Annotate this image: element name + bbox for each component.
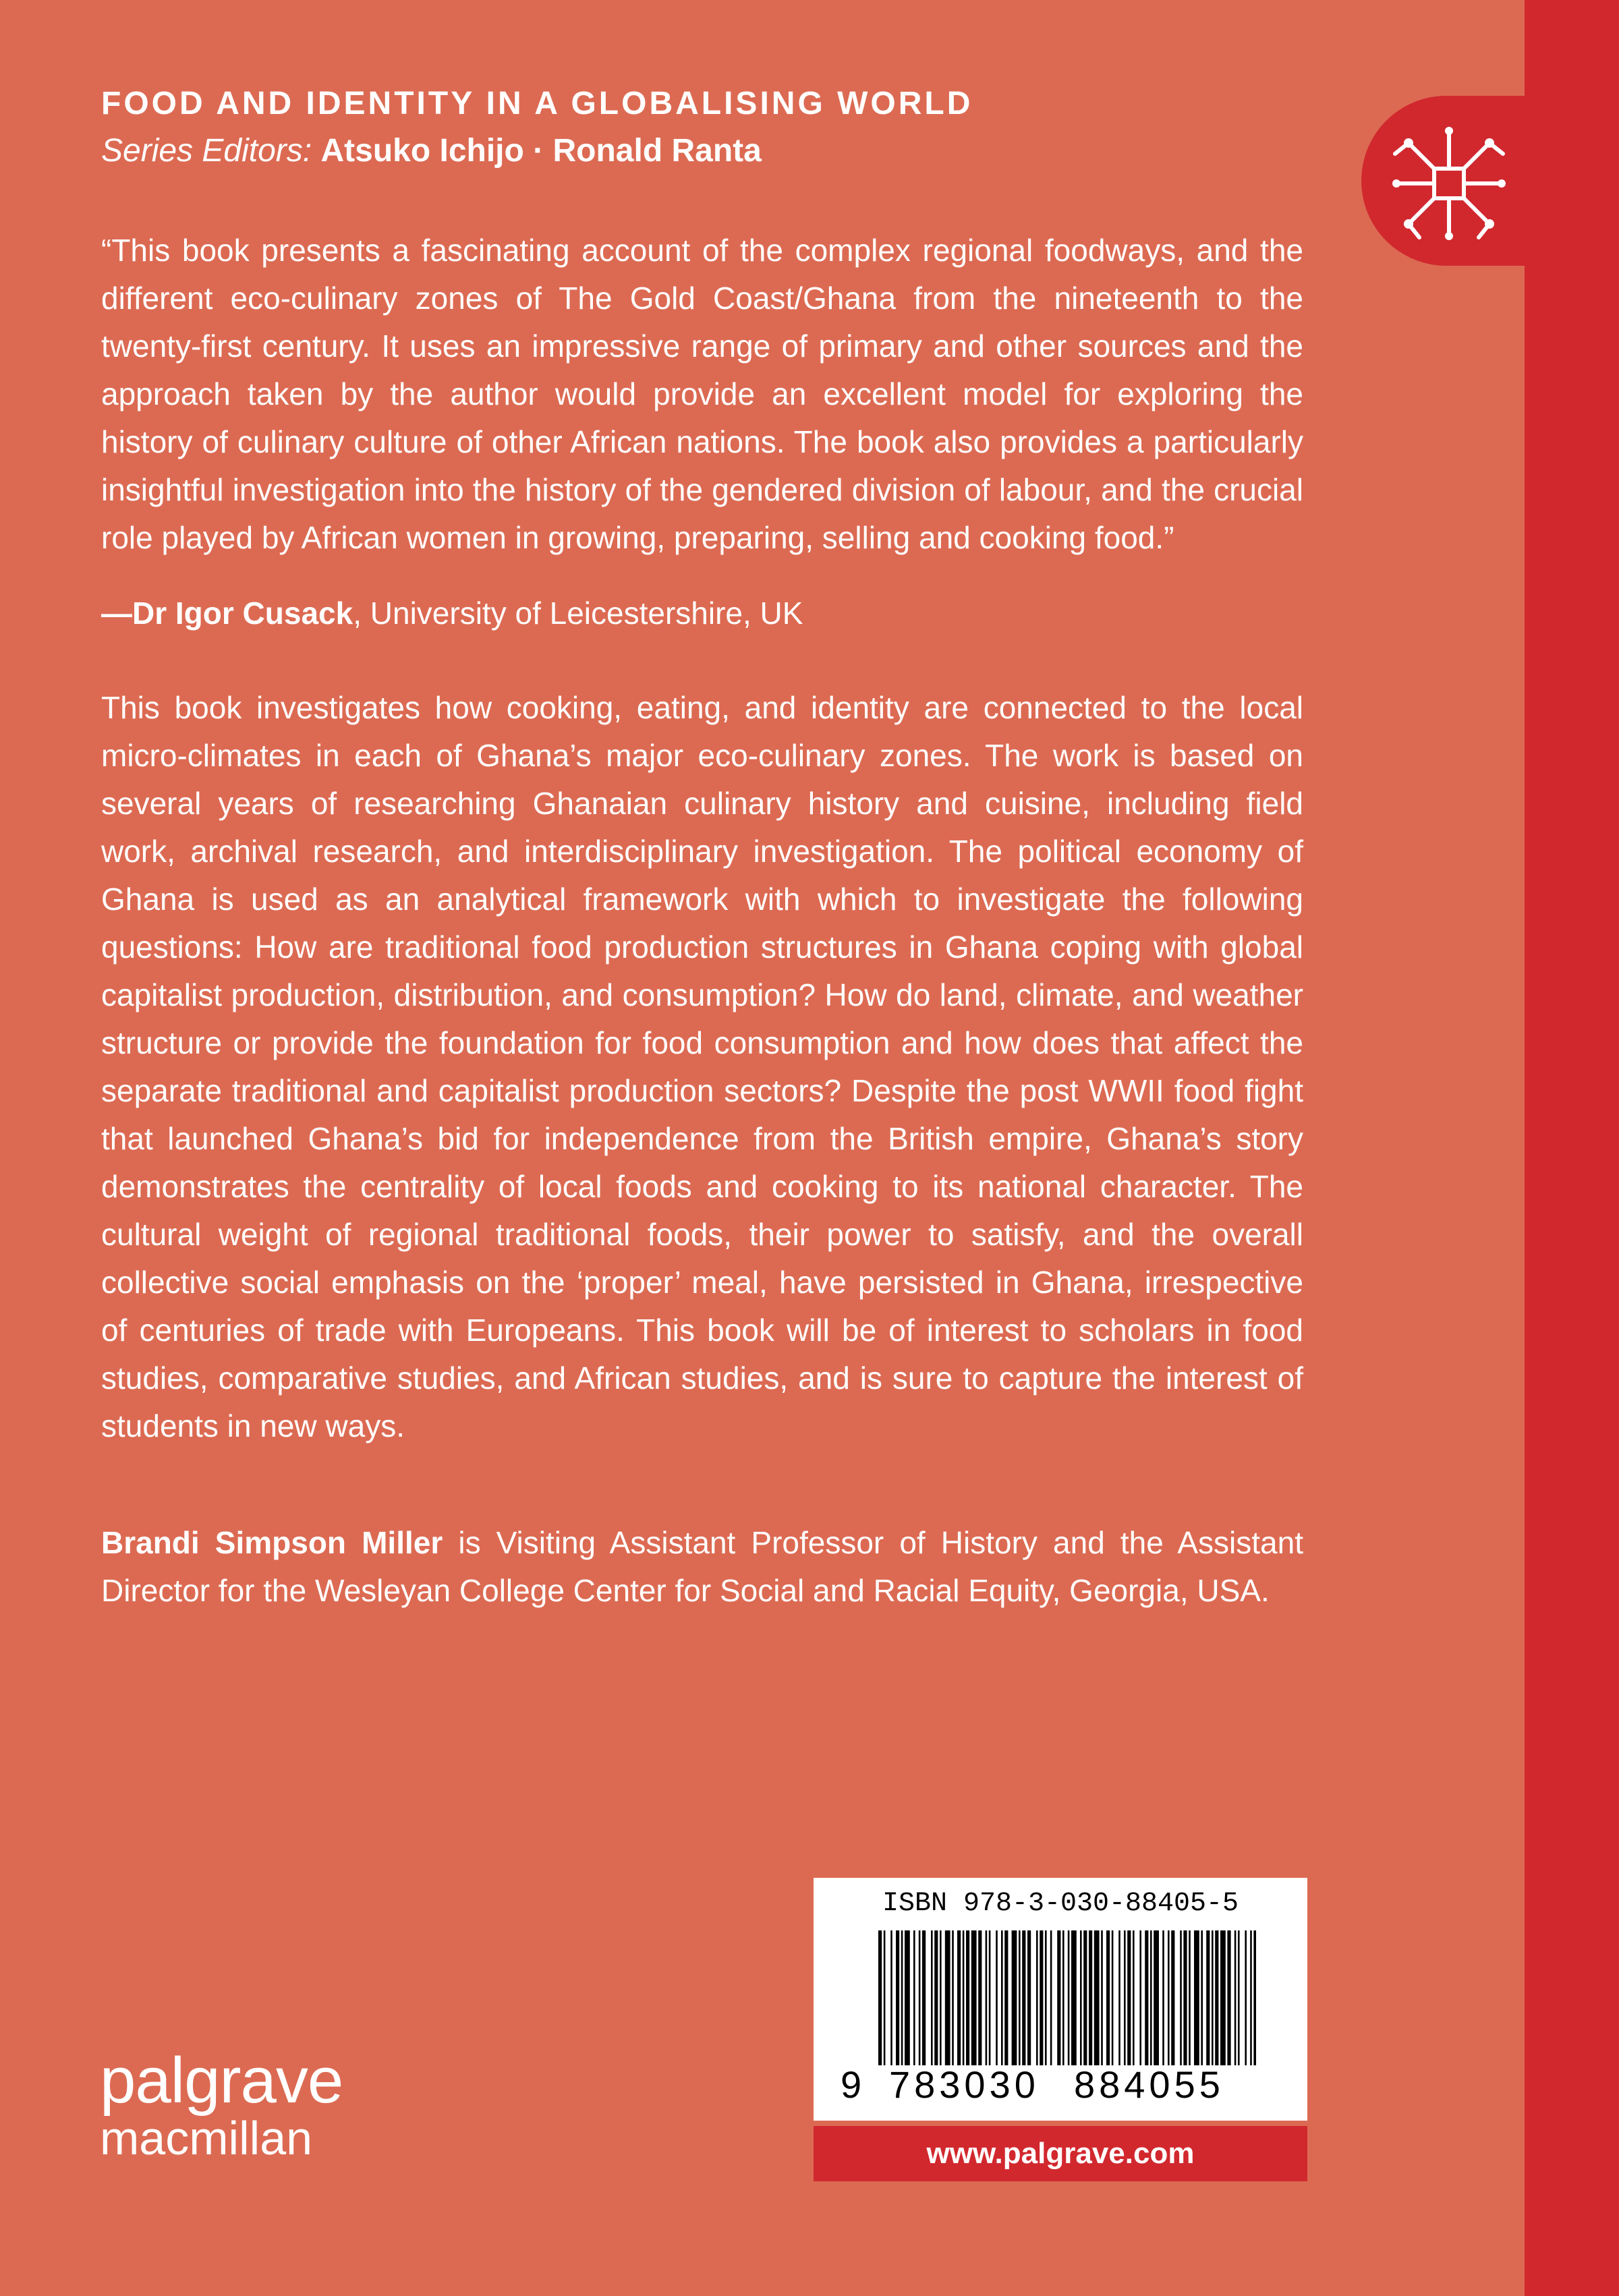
barcode-bar xyxy=(878,1930,882,2065)
barcode-bar xyxy=(1150,1930,1152,2065)
barcode-digits-left: 783030 xyxy=(889,2063,1040,2106)
barcode-box xyxy=(814,1878,1307,2121)
barcode-bar xyxy=(996,1930,998,2065)
barcode-bar xyxy=(971,1930,977,2065)
series-title: FOOD AND IDENTITY IN A GLOBALISING WORLD xyxy=(101,86,973,121)
barcode-bar xyxy=(1040,1930,1043,2065)
barcode-bar xyxy=(1189,1930,1191,2065)
barcode-digits-right: 884055 xyxy=(1074,2063,1224,2106)
barcode-bar xyxy=(1004,1930,1008,2065)
author-bio xyxy=(101,1519,1303,1615)
barcode-bar xyxy=(945,1930,950,2065)
barcode-bar xyxy=(1089,1930,1092,2065)
barcode-bar xyxy=(1080,1930,1082,2065)
barcode-bar xyxy=(1112,1930,1114,2065)
barcode-bar xyxy=(986,1930,988,2065)
barcode-bar xyxy=(1001,1930,1003,2065)
barcode-bar xyxy=(940,1930,942,2065)
barcode-bar xyxy=(1022,1930,1025,2065)
publisher-line1: palgrave xyxy=(100,2044,343,2117)
barcode-bar xyxy=(1220,1930,1226,2065)
barcode-bar xyxy=(952,1930,954,2065)
barcode-bar xyxy=(1101,1930,1103,2065)
barcode-bar xyxy=(1057,1930,1060,2065)
barcode-bar xyxy=(1168,1930,1170,2065)
barcode-bar xyxy=(931,1930,933,2065)
author-bio-text: is Visiting Assistant Professor of History and the Assistant Director for the Wesleyan College Center for Social and Racial Equity, Georgia, USA. xyxy=(101,1525,1303,1608)
barcode-icon xyxy=(878,1930,1256,2065)
barcode-bar xyxy=(1027,1930,1031,2065)
barcode-bar xyxy=(1071,1930,1077,2065)
barcode-bar xyxy=(1154,1930,1159,2065)
barcode-bar xyxy=(905,1930,910,2065)
barcode-bar xyxy=(1180,1930,1182,2065)
barcode-bar xyxy=(884,1930,886,2065)
barcode-bar xyxy=(1019,1930,1021,2065)
website-url[interactable]: www.palgrave.com xyxy=(814,2126,1307,2181)
barcode-bar xyxy=(1194,1930,1199,2065)
logo-tab xyxy=(1361,96,1537,266)
series-editors-names: Atsuko Ichijo · Ronald Ranta xyxy=(320,133,762,169)
barcode-digit-first: 9 xyxy=(841,2063,862,2106)
barcode-bar xyxy=(1201,1930,1203,2065)
barcode-bar xyxy=(1162,1930,1164,2065)
barcode-bar xyxy=(1083,1930,1087,2065)
barcode-bar xyxy=(1250,1930,1252,2065)
barcode-bar xyxy=(1118,1930,1120,2065)
barcode-bar xyxy=(1183,1930,1187,2065)
barcode-bar xyxy=(1234,1930,1237,2065)
barcode-bar xyxy=(989,1930,991,2065)
barcode-bar xyxy=(1206,1930,1210,2065)
isbn-label: ISBN 978-3-030-88405-5 xyxy=(882,1889,1239,1919)
barcode-bar xyxy=(922,1930,926,2065)
series-editors xyxy=(101,132,762,169)
barcode-bar xyxy=(1245,1930,1247,2065)
barcode-bar xyxy=(1215,1930,1218,2065)
publisher-logo xyxy=(100,2044,343,2165)
barcode-bar xyxy=(1127,1930,1131,2065)
barcode-bar xyxy=(1036,1930,1038,2065)
barcode-bar xyxy=(1050,1930,1052,2065)
palgrave-logo-icon xyxy=(1382,116,1516,251)
barcode-bar xyxy=(963,1930,965,2065)
barcode-bar xyxy=(901,1930,903,2065)
barcode-bar xyxy=(1068,1930,1070,2065)
barcode-bar xyxy=(1133,1930,1135,2065)
endorsement-attribution xyxy=(101,590,803,637)
barcode-bar xyxy=(1139,1930,1141,2065)
barcode-bar xyxy=(1124,1930,1126,2065)
publisher-line2: macmillan xyxy=(100,2112,313,2164)
barcode-bar xyxy=(919,1930,921,2065)
barcode-bar xyxy=(1227,1930,1230,2065)
barcode-bar xyxy=(957,1930,961,2065)
book-description: This book investigates how cooking, eating, and identity are connected to the local micro-climates in each of Ghana’s major eco-culinary zones. The work is based on several years of researching Ghanaian culinary history and cuisine, including field work, archival research, and interdisciplinary investigation. The political economy of Ghana is used as an analytical framework with which to investigate the following questions: How are traditional food production structures in Ghana coping with global capitalist production, distribution, and consumption? How do land, climate, and weather structure or provide the foundation for food consumption and how does that affect the separate traditional and capitalist production sectors? Despite the post WWII food fight that launched Ghana’s bid for independence from the British empire, Ghana’s story demonstrates the centrality of local foods and cooking to its national character. The cultural weight of regional traditional foods, their power to satisfy, and the overall collective social emphasis on the ‘proper’ meal, have persisted in Ghana, irrespective of centuries of trade with Europeans. This book will be of interest to scholars in food studies, comparative studies, and African studies, and is sure to capture the interest of students in new ways. xyxy=(101,690,1303,1443)
barcode-bar xyxy=(978,1930,982,2065)
spine-band xyxy=(1525,0,1619,2296)
barcode-bar xyxy=(1106,1930,1110,2065)
barcode-bar xyxy=(896,1930,899,2065)
endorser-affiliation: , University of Leicestershire, UK xyxy=(353,596,803,631)
barcode-bar xyxy=(913,1930,915,2065)
series-editors-label: Series Editors: xyxy=(101,133,312,169)
barcode-bar xyxy=(1012,1930,1017,2065)
barcode-bar xyxy=(934,1930,938,2065)
barcode-bar xyxy=(1212,1930,1214,2065)
barcode-bar xyxy=(1094,1930,1100,2065)
barcode-bar xyxy=(890,1930,892,2065)
barcode-bar xyxy=(1238,1930,1240,2065)
author-name: Brandi Simpson Miller xyxy=(101,1525,443,1560)
barcode-bar xyxy=(1253,1930,1256,2065)
barcode-bar xyxy=(1045,1930,1047,2065)
endorsement-quote: “This book presents a fascinating account of the complex regional foodways, and the different eco-culinary zones of The Gold Coast/Ghana from the nineteenth to the twenty-first century. It uses an impressive range of primary and other sources and the approach taken by the author would provide an excellent model for exploring the history of culinary culture of other African nations. The book also provides a particularly insightful investigation into the history of the gendered division of labour, and the crucial role played by African women in growing, preparing, selling and cooking food.” xyxy=(101,233,1303,555)
barcode-bar xyxy=(1062,1930,1064,2065)
barcode-bar xyxy=(1171,1930,1174,2065)
endorser-name: —Dr Igor Cusack xyxy=(101,596,353,631)
barcode-bar xyxy=(966,1930,969,2065)
barcode-bar xyxy=(1145,1930,1148,2065)
